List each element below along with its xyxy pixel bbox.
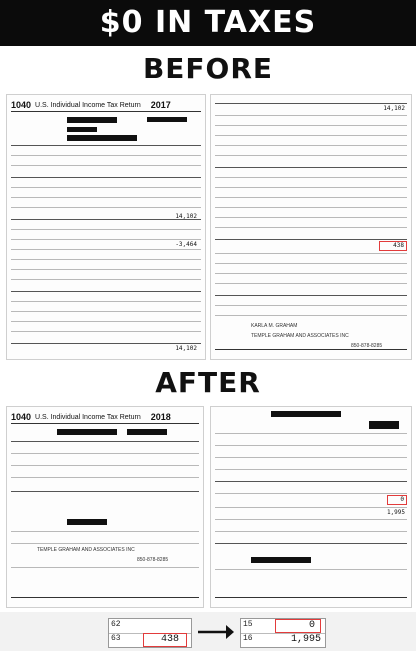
zoom-row xyxy=(109,619,191,634)
form-footer xyxy=(215,597,407,604)
form-rule xyxy=(215,125,407,126)
total-income-value: 14,102 xyxy=(175,213,197,220)
line-value: 0 xyxy=(308,620,315,631)
line-value: 438 xyxy=(160,634,179,645)
form-rule xyxy=(215,263,407,264)
form-rule xyxy=(215,155,407,156)
after-form-page-1 xyxy=(6,406,204,608)
form-rule xyxy=(215,315,407,316)
preparer-firm: TEMPLE GRAHAM AND ASSOCIATES INC xyxy=(251,333,349,339)
form-rule xyxy=(215,103,407,104)
after-panel xyxy=(0,402,416,612)
form-rule xyxy=(11,291,201,292)
redaction-bar xyxy=(67,127,97,132)
form-rule xyxy=(11,465,199,466)
zoom-panel xyxy=(0,612,416,651)
arrow-right-icon xyxy=(196,620,236,644)
line-number: 62 xyxy=(111,620,121,629)
redaction-bar xyxy=(57,429,117,435)
form-rule xyxy=(215,507,407,508)
after-label: AFTER xyxy=(0,362,416,402)
form-rule xyxy=(215,207,407,208)
form-rule xyxy=(215,493,407,494)
refund-value: 1,995 xyxy=(386,509,405,516)
form-number: 1040 xyxy=(11,412,32,422)
form-rule xyxy=(11,249,201,250)
before-form-page-2 xyxy=(210,94,412,360)
form-rule xyxy=(215,145,407,146)
form-rule xyxy=(11,145,201,146)
refund-total-value: 14,102 xyxy=(383,105,405,112)
loss-value: -3,464 xyxy=(175,241,197,248)
form-number: 1040 xyxy=(11,100,32,110)
form-rule xyxy=(215,569,407,570)
form-rule xyxy=(11,155,201,156)
after-tax-highlight xyxy=(275,619,321,633)
form-rule xyxy=(215,457,407,458)
preparer-firm: TEMPLE GRAHAM AND ASSOCIATES INC xyxy=(37,547,135,553)
form-rule xyxy=(215,519,407,520)
form-year: 2017 xyxy=(150,100,171,110)
before-form-header xyxy=(11,99,201,112)
agi-value: 14,102 xyxy=(175,345,197,352)
form-rule xyxy=(215,273,407,274)
preparer-phone: 850-878-8285 xyxy=(351,343,383,349)
banner-title: $0 IN TAXES xyxy=(0,0,416,46)
redaction-bar xyxy=(251,557,311,563)
redaction-bar xyxy=(369,421,399,429)
form-rule xyxy=(11,453,199,454)
form-rule xyxy=(11,477,199,478)
form-rule xyxy=(11,311,201,312)
before-form-page-1 xyxy=(6,94,206,360)
zoom-row xyxy=(241,633,325,647)
form-rule xyxy=(11,543,199,544)
form-rule xyxy=(215,135,407,136)
preparer-phone: 850-878-8285 xyxy=(137,557,169,563)
form-footer xyxy=(215,349,407,356)
form-year: 2018 xyxy=(150,412,171,422)
form-rule xyxy=(11,331,201,332)
before-panel xyxy=(0,90,416,362)
form-rule xyxy=(215,433,407,434)
redaction-bar xyxy=(67,519,107,525)
form-rule xyxy=(215,227,407,228)
form-rule xyxy=(11,321,201,322)
redaction-bar xyxy=(127,429,167,435)
line-number: 15 xyxy=(243,620,253,629)
form-rule xyxy=(215,217,407,218)
form-rule xyxy=(11,165,201,166)
form-rule xyxy=(215,295,407,296)
line-number: 16 xyxy=(243,634,253,643)
form-rule xyxy=(11,177,201,178)
form-rule xyxy=(11,279,201,280)
form-rule xyxy=(11,531,199,532)
form-rule xyxy=(215,187,407,188)
form-rule xyxy=(215,445,407,446)
form-rule xyxy=(215,481,407,482)
form-rule xyxy=(215,177,407,178)
form-footer xyxy=(11,597,199,604)
form-rule xyxy=(215,167,407,168)
form-rule xyxy=(215,531,407,532)
form-rule xyxy=(11,259,201,260)
redaction-bar xyxy=(67,135,137,141)
line-number: 63 xyxy=(111,634,121,643)
form-rule xyxy=(11,207,201,208)
after-form-header xyxy=(11,411,199,424)
form-rule xyxy=(215,305,407,306)
before-label: BEFORE xyxy=(0,46,416,90)
form-title: U.S. Individual Income Tax Return xyxy=(35,101,141,109)
form-rule xyxy=(215,239,407,240)
form-rule xyxy=(215,283,407,284)
after-form-page-2 xyxy=(210,406,412,608)
form-rule xyxy=(215,469,407,470)
line-value: 1,995 xyxy=(290,634,321,645)
before-zoom xyxy=(108,618,192,648)
form-rule xyxy=(11,441,199,442)
after-zoom xyxy=(240,618,326,648)
form-rule xyxy=(11,229,201,230)
form-rule xyxy=(11,491,199,492)
tax-owed-value: 0 xyxy=(400,496,404,503)
form-title: U.S. Individual Income Tax Return xyxy=(35,413,141,421)
form-rule xyxy=(215,115,407,116)
before-tax-highlight xyxy=(143,633,187,647)
redaction-bar xyxy=(67,117,117,123)
form-rule xyxy=(215,197,407,198)
redaction-bar xyxy=(271,411,341,417)
form-rule xyxy=(11,343,201,344)
form-rule xyxy=(215,543,407,544)
form-rule xyxy=(11,187,201,188)
form-rule xyxy=(11,567,199,568)
form-rule xyxy=(215,253,407,254)
form-rule xyxy=(11,269,201,270)
preparer-name: KARLA M. GRAHAM xyxy=(251,323,298,329)
tax-owed-value: 438 xyxy=(393,242,404,249)
form-rule xyxy=(11,301,201,302)
redaction-bar xyxy=(147,117,187,122)
form-rule xyxy=(11,197,201,198)
form-rule xyxy=(11,239,201,240)
